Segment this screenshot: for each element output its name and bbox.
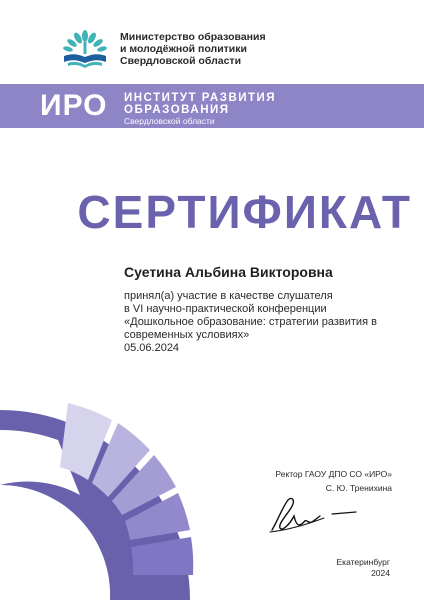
ministry-header [58, 28, 266, 70]
signatory-name: С. Ю. Тренихина [325, 483, 392, 493]
body-line-1: принял(а) участие в качестве слушателя [124, 290, 333, 302]
year: 2024 [371, 568, 390, 578]
decorative-ring-icon [0, 375, 200, 600]
certificate-body [124, 290, 384, 355]
body-line-2: в VI научно-практической конференции [124, 303, 327, 315]
ministry-name [120, 31, 266, 67]
institute-name-line-3: Свердловской области [124, 116, 215, 126]
iro-logo-text: ИРО [40, 89, 108, 122]
iro-logo [40, 90, 108, 122]
ministry-emblem-icon [58, 28, 112, 70]
ministry-line-1: Министерство образования [120, 31, 266, 43]
ministry-line-2: и молодёжной политики [120, 43, 247, 55]
signature-block [275, 467, 392, 495]
signatory-position: Ректор ГАОУ ДПО СО «ИРО» [275, 469, 392, 479]
recipient-name: Суетина Альбина Викторовна [124, 264, 333, 280]
place-and-year [337, 557, 390, 579]
body-line-4: современных условиях» [124, 329, 250, 341]
ministry-line-3: Свердловской области [120, 55, 242, 67]
institute-name-line-2: ОБРАЗОВАНИЯ [124, 104, 230, 116]
institute-banner [0, 84, 424, 128]
city: Екатеринбург [336, 557, 390, 567]
handwritten-signature-icon [258, 494, 368, 536]
institute-name-line-1: ИНСТИТУТ РАЗВИТИЯ [124, 92, 277, 104]
institute-name [124, 92, 276, 126]
event-date: 05.06.2024 [124, 342, 180, 354]
body-line-3: «Дошкольное образование: стратегии развития в [124, 316, 377, 328]
certificate-title: СЕРТИФИКАТ [77, 186, 412, 238]
